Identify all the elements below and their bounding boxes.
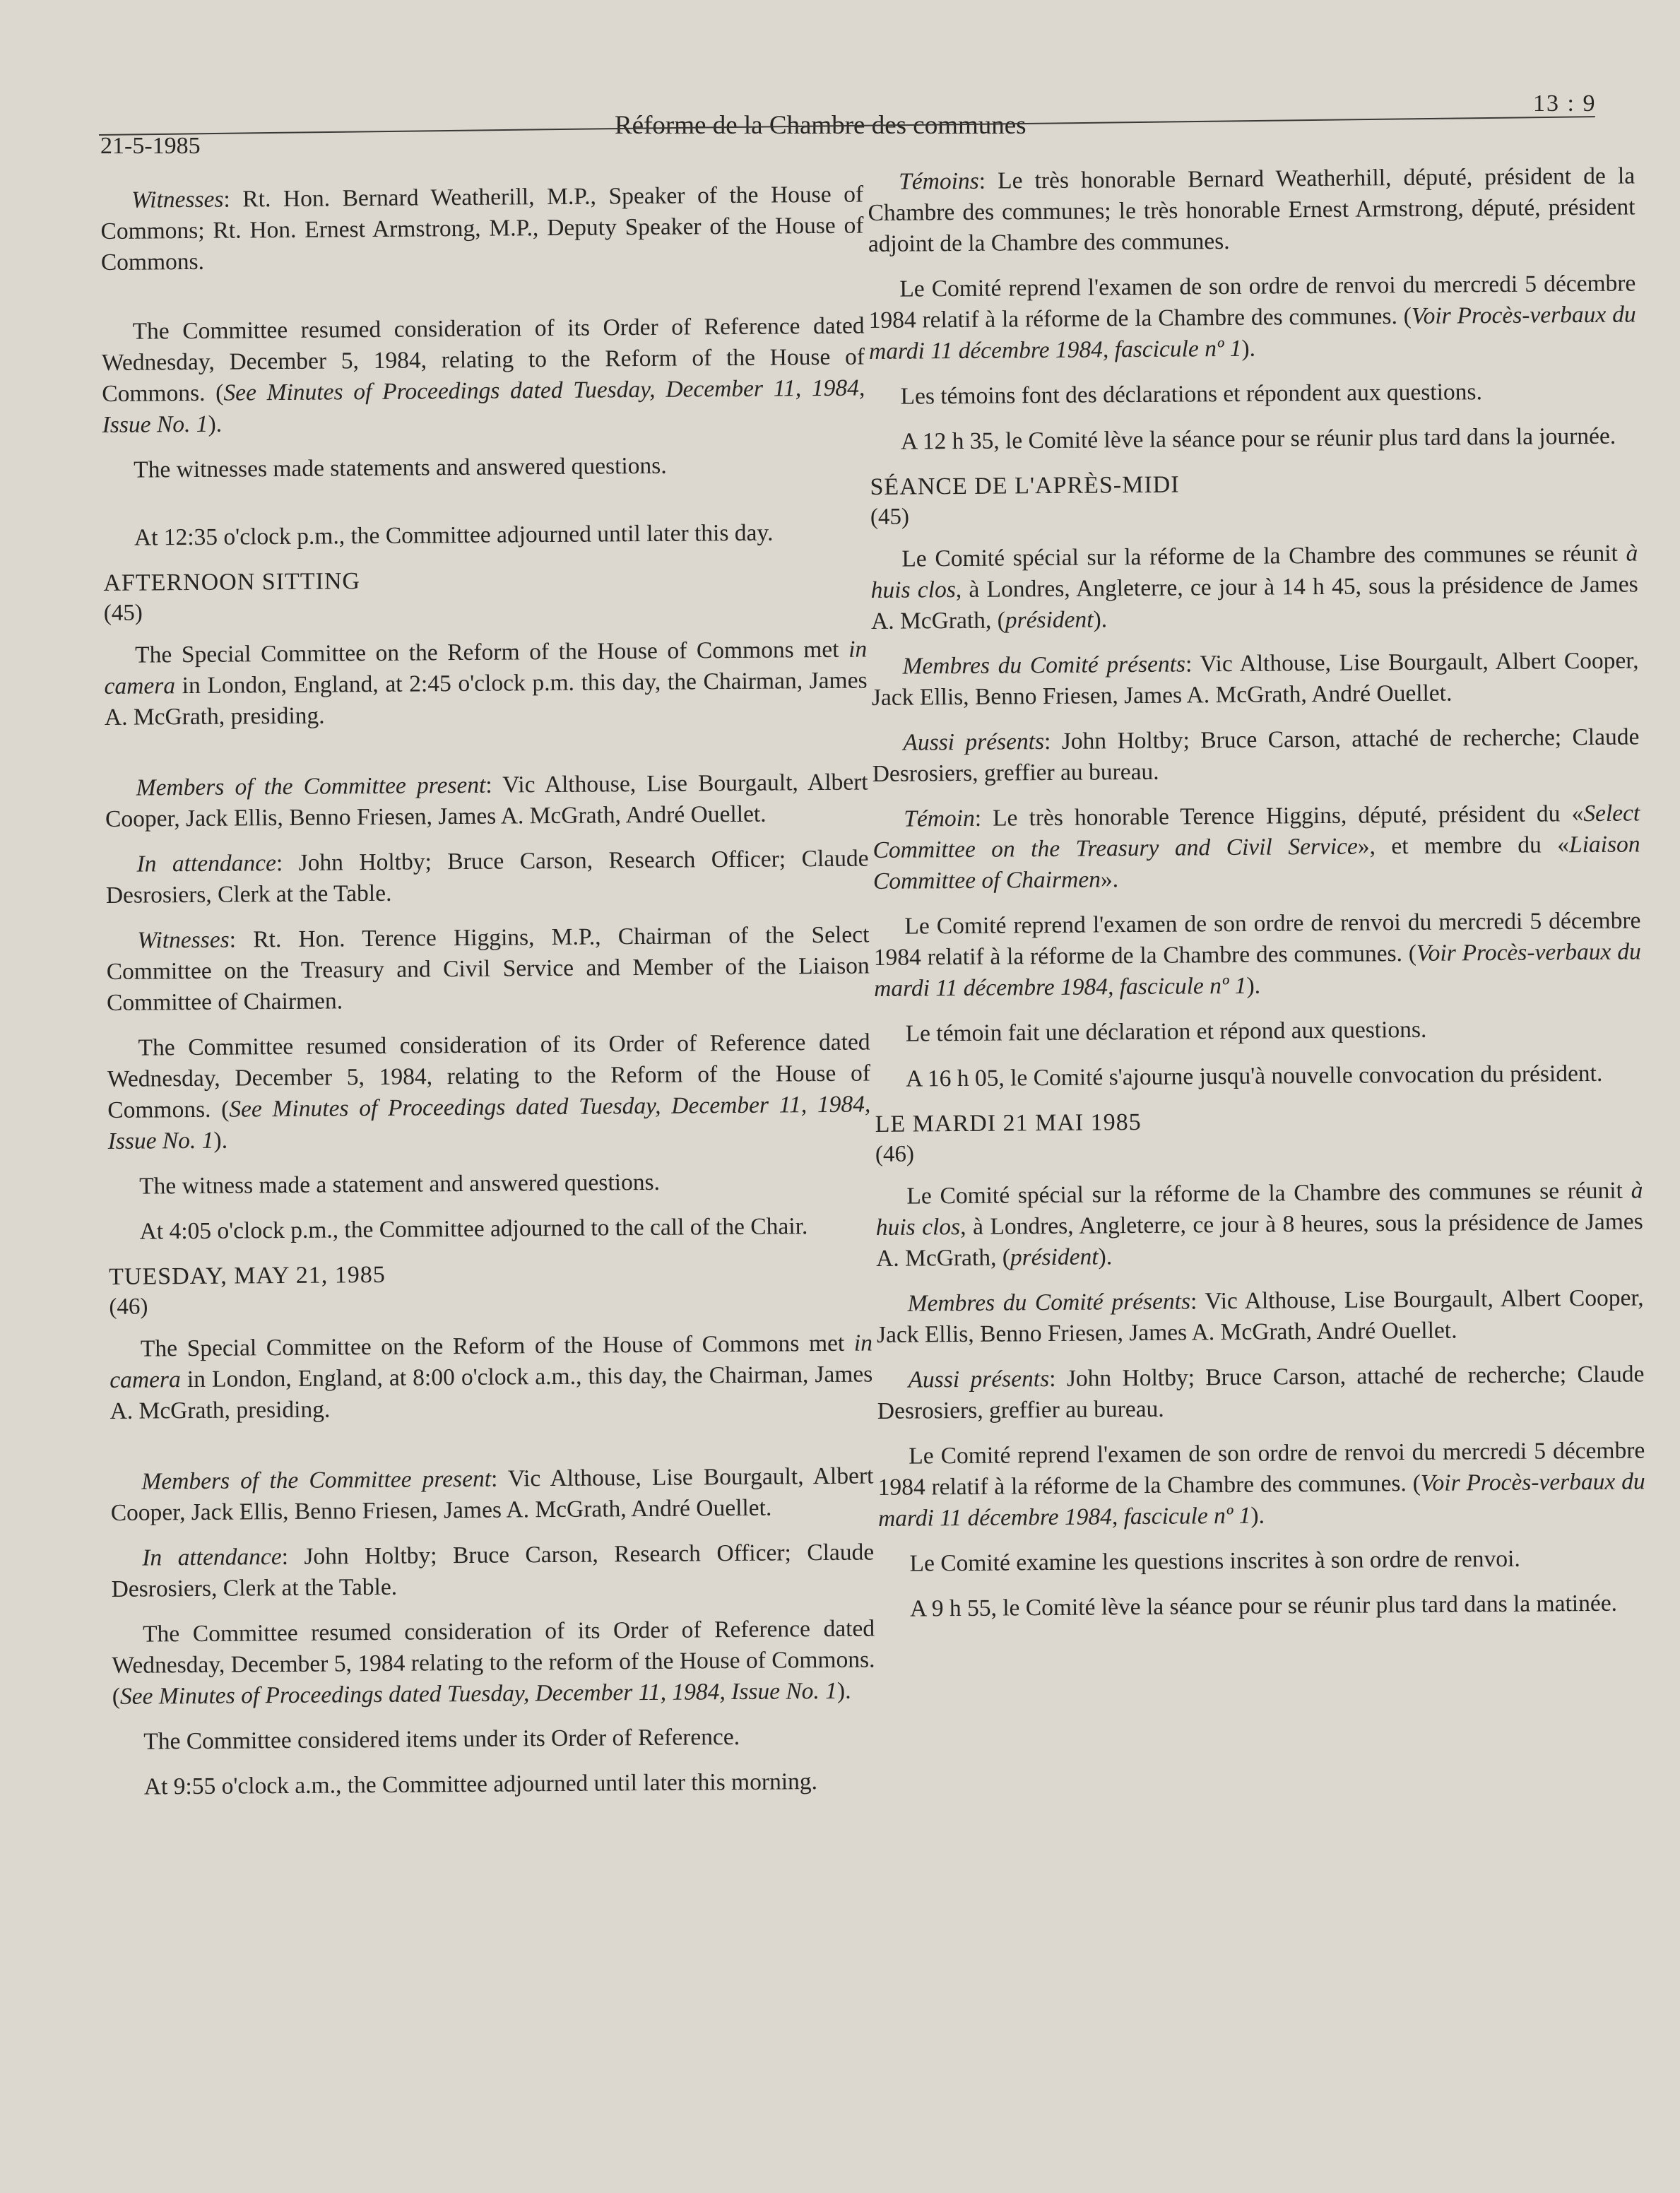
section-heading: TUESDAY, MAY 21, 1985 [108, 1261, 386, 1290]
attendance-paragraph: In attendance: John Holtby; Bruce Carson, Research Officer; Claude Desrosiers, Clerk at the Table. [105, 845, 869, 909]
witnesses-paragraph: Témoins: Le très honorable Bernard Weatherhill, député, président de la Chambre des communes; le très honorable Ernest Armstrong, député, président adjoint de la Chambre des communes. [868, 162, 1635, 257]
met-paragraph: Le Comité spécial sur la réforme de la Chambre des communes se réunit à huis clos, à Londres, Angleterre, ce jour à 14 h 45, sous la présidence de James A. McGrath, (président). [870, 540, 1638, 634]
members-paragraph: Membres du Comité présents: Vic Althouse, Lise Bourgault, Albert Cooper, Jack Ellis, Benno Friesen, James A. McGrath, André Ouellet. [876, 1284, 1644, 1348]
witnesses-paragraph: Witnesses: Rt. Hon. Terence Higgins, M.P., Chairman of the Select Committee on the Treasury and Civil Service and Member of the Liaison Committee of Chairmen. [106, 921, 870, 1016]
resumed-paragraph: The Committee resumed consideration of its Order of Reference dated Wednesday, December 5, 1984, relating to the Reform of the House of Commons. (See Minutes of Proceedings dated Tuesday, December 11, 1984, Issue No. 1). [101, 312, 865, 438]
members-paragraph: Membres du Comité présents: Vic Althouse, Lise Bourgault, Albert Cooper, Jack Ellis, Benno Friesen, James A. McGrath, André Ouellet. [871, 647, 1639, 711]
adjourned-paragraph: A 12 h 35, le Comité lève la séance pour se réunir plus tard dans la journée. [900, 422, 1616, 455]
header-date: 21-5-1985 [100, 133, 201, 159]
witnesses-label: Witnesses [131, 186, 224, 213]
attendance-paragraph: In attendance: John Holtby; Bruce Carson, Research Officer; Claude Desrosiers, Clerk at the Table. [111, 1539, 875, 1602]
sitting-number: (46) [875, 1141, 915, 1167]
adjourned-paragraph: A 9 h 55, le Comité lève la séance pour se réunir plus tard dans la matinée. [909, 1590, 1618, 1622]
met-paragraph: Le Comité spécial sur la réforme de la Chambre des communes se réunit à huis clos, à Londres, Angleterre, ce jour à 8 heures, sous la présidence de James A. McGrath, (président). [875, 1177, 1643, 1272]
french-column [868, 160, 1646, 1638]
considered-paragraph: Le Comité examine les questions inscrites à son ordre de renvoi. [909, 1545, 1520, 1577]
resumed-paragraph: Le Comité reprend l'examen de son ordre de renvoi du mercredi 5 décembre 1984 relatif à la réforme de la Chambre des communes. (Voir Procès-verbaux du mardi 11 décembre 1984, fascicule nº 1). [877, 1437, 1645, 1532]
adjourned-paragraph: At 9:55 o'clock a.m., the Committee adjourned until later this morning. [143, 1768, 818, 1800]
considered-paragraph: The Committee considered items under its Order of Reference. [143, 1723, 740, 1755]
met-paragraph: The Special Committee on the Reform of the House of Commons met in camera in London, England, at 8:00 o'clock a.m., this day, the Chairman, James A. McGrath, presiding. [110, 1330, 873, 1424]
section-heading: AFTERNOON SITTING [103, 568, 361, 596]
english-column [100, 179, 876, 1817]
header-page-number: 13 : 9 [1533, 90, 1597, 117]
statement-paragraph: The witness made a statement and answered questions. [138, 1169, 661, 1200]
witnesses-paragraph: Witnesses: Rt. Hon. Bernard Weatherill, M.P., Speaker of the House of Commons; Rt. Hon. Ernest Armstrong, M.P., Deputy Speaker of the House of Commons. [100, 181, 864, 276]
section-heading: LE MARDI 21 MAI 1985 [875, 1109, 1142, 1137]
adjourned-paragraph: At 4:05 o'clock p.m., the Committee adjourned to the call of the Chair. [139, 1213, 808, 1245]
sitting-number: (45) [103, 600, 143, 626]
members-paragraph: Members of the Committee present: Vic Althouse, Lise Bourgault, Albert Cooper, Jack Ellis, Benno Friesen, James A. McGrath, André Ouellet. [105, 769, 868, 832]
attendance-paragraph: Aussi présents: John Holtby; Bruce Carson, attaché de recherche; Claude Desrosiers, greffier au bureau. [877, 1361, 1645, 1424]
section-heading: SÉANCE DE L'APRÈS-MIDI [870, 471, 1180, 500]
members-paragraph: Members of the Committee present: Vic Althouse, Lise Bourgault, Albert Cooper, Jack Ellis, Benno Friesen, James A. McGrath, André Ouellet. [110, 1462, 874, 1526]
statements-paragraph: Les témoins font des déclarations et répondent aux questions. [900, 379, 1483, 410]
resumed-paragraph: Le Comité reprend l'examen de son ordre de renvoi du mercredi 5 décembre 1984 relatif à la réforme de la Chambre des communes. (Voir Procès-verbaux du mardi 11 décembre 1984, fascicule nº 1). [868, 270, 1636, 365]
statements-paragraph: The witnesses made statements and answered questions. [134, 452, 667, 483]
adjourned-paragraph: A 16 h 05, le Comité s'ajourne jusqu'à nouvelle convocation du président. [905, 1060, 1603, 1092]
resumed-paragraph: Le Comité reprend l'examen de son ordre de renvoi du mercredi 5 décembre 1984 relatif à la réforme de la Chambre des communes. (Voir Procès-verbaux du mardi 11 décembre 1984, fascicule nº 1). [873, 907, 1641, 1002]
statement-paragraph: Le témoin fait une déclaration et répond aux questions. [905, 1016, 1427, 1047]
adjourned-paragraph: At 12:35 o'clock p.m., the Committee adjourned until later this day. [134, 519, 774, 551]
resumed-paragraph: The Committee resumed consideration of its Order of Reference dated Wednesday, December 5, 1984 relating to the reform of the House of Commons. (See Minutes of Proceedings dated Tuesday, December 11, 1984, Issue No. 1). [112, 1615, 875, 1710]
attendance-paragraph: Aussi présents: John Holtby; Bruce Carson, attaché de recherche; Claude Desrosiers, greffier au bureau. [872, 723, 1640, 787]
met-paragraph: The Special Committee on the Reform of the House of Commons met in camera in London, England, at 2:45 o'clock p.m. this day, the Chairman, James A. McGrath, presiding. [104, 636, 868, 731]
header-title: Réforme de la Chambre des communes [615, 111, 1027, 140]
witness-paragraph: Témoin: Le très honorable Terence Higgins, député, président du «Select Committee on the Treasury and Civil Service», et membre du «Liaison Committee of Chairmen». [872, 800, 1640, 894]
resumed-paragraph: The Committee resumed consideration of its Order of Reference dated Wednesday, December 5, 1984, relating to the Reform of the House of Commons. (See Minutes of Proceedings dated Tuesday, December 11, 1984, Issue No. 1). [107, 1029, 871, 1154]
sitting-number: (46) [109, 1294, 148, 1320]
sitting-number: (45) [870, 504, 910, 530]
